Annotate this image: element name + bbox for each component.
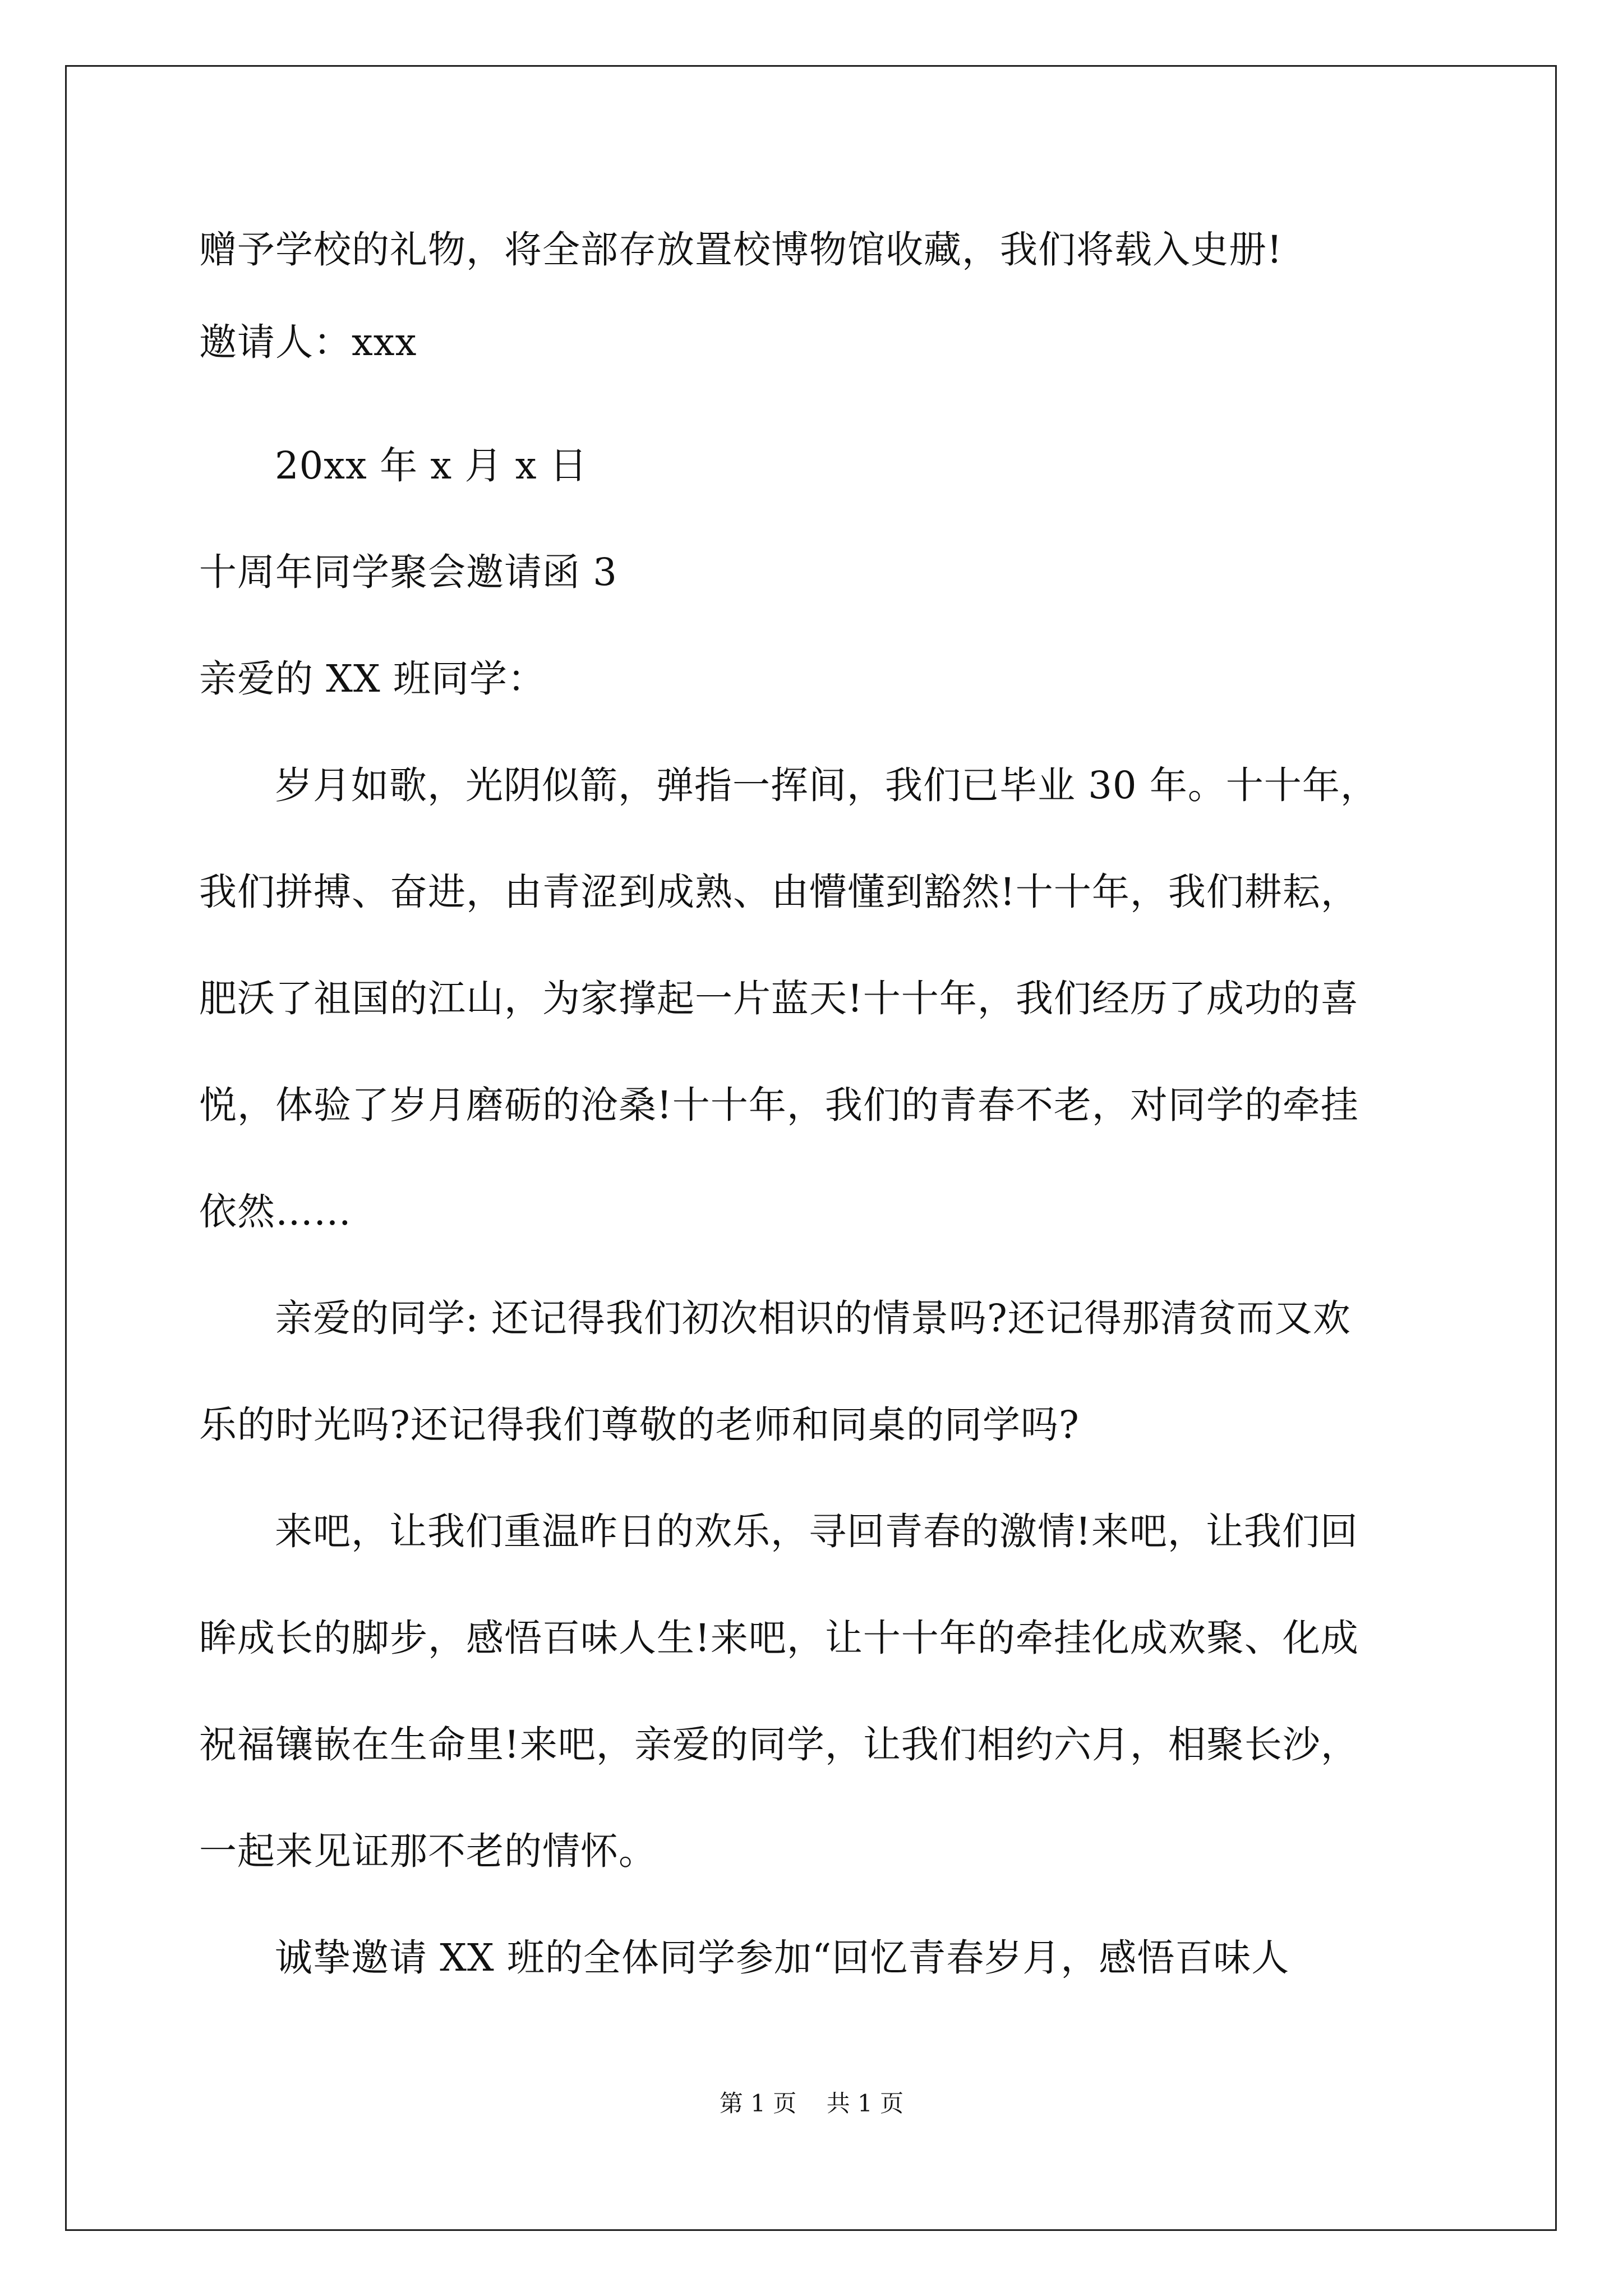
text-line-1: 赠予学校的礼物，将全部存放置校博物馆收藏，我们将载入史册! (199, 228, 1283, 272)
paragraph-3-line-4: 一起来见证那不老的情怀。 (199, 1829, 657, 1873)
paragraph-1-line-3: 肥沃了祖国的江山，为家撑起一片蓝天!十十年，我们经历了成功的喜 (199, 977, 1359, 1020)
paragraph-2-line-2: 乐的时光吗?还记得我们尊敬的老师和同桌的同学吗? (199, 1403, 1080, 1447)
salutation: 亲爱的 XX 班同学： (199, 657, 546, 701)
paragraph-1-line-2: 我们拼搏、奋进，由青涩到成熟、由懵懂到豁然!十十年，我们耕耘， (199, 870, 1359, 914)
section-title: 十周年同学聚会邀请函 3 (199, 550, 617, 594)
paragraph-2-line-1: 亲爱的同学: 还记得我们初次相识的情景吗?还记得那清贫而又欢 (275, 1296, 1351, 1340)
paragraph-1-line-5: 依然…… (199, 1190, 352, 1234)
inviter-line: 邀请人：xxx (199, 320, 417, 364)
paragraph-1-line-1: 岁月如歌，光阴似箭，弹指一挥间，我们已毕业 30 年。十十年， (275, 763, 1378, 807)
page-border (65, 65, 1557, 2231)
paragraph-4-line-1: 诚挚邀请 XX 班的全体同学参加“回忆青春岁月，感悟百味人 (275, 1936, 1290, 1980)
paragraph-3-line-1: 来吧，让我们重温昨日的欢乐，寻回青春的激情!来吧，让我们回 (275, 1510, 1358, 1553)
paragraph-1-line-4: 悦，体验了岁月磨砺的沧桑!十十年，我们的青春不老，对同学的牵挂 (199, 1083, 1359, 1127)
date-line: 20xx 年 x 月 x 日 (275, 444, 588, 487)
paragraph-3-line-2: 眸成长的脚步，感悟百味人生!来吧，让十十年的牵挂化成欢聚、化成 (199, 1616, 1359, 1660)
paragraph-3-line-3: 祝福镶嵌在生命里!来吧，亲爱的同学，让我们相约六月，相聚长沙， (199, 1723, 1359, 1766)
page-footer: 第 1 页 共 1 页 (719, 2090, 904, 2117)
